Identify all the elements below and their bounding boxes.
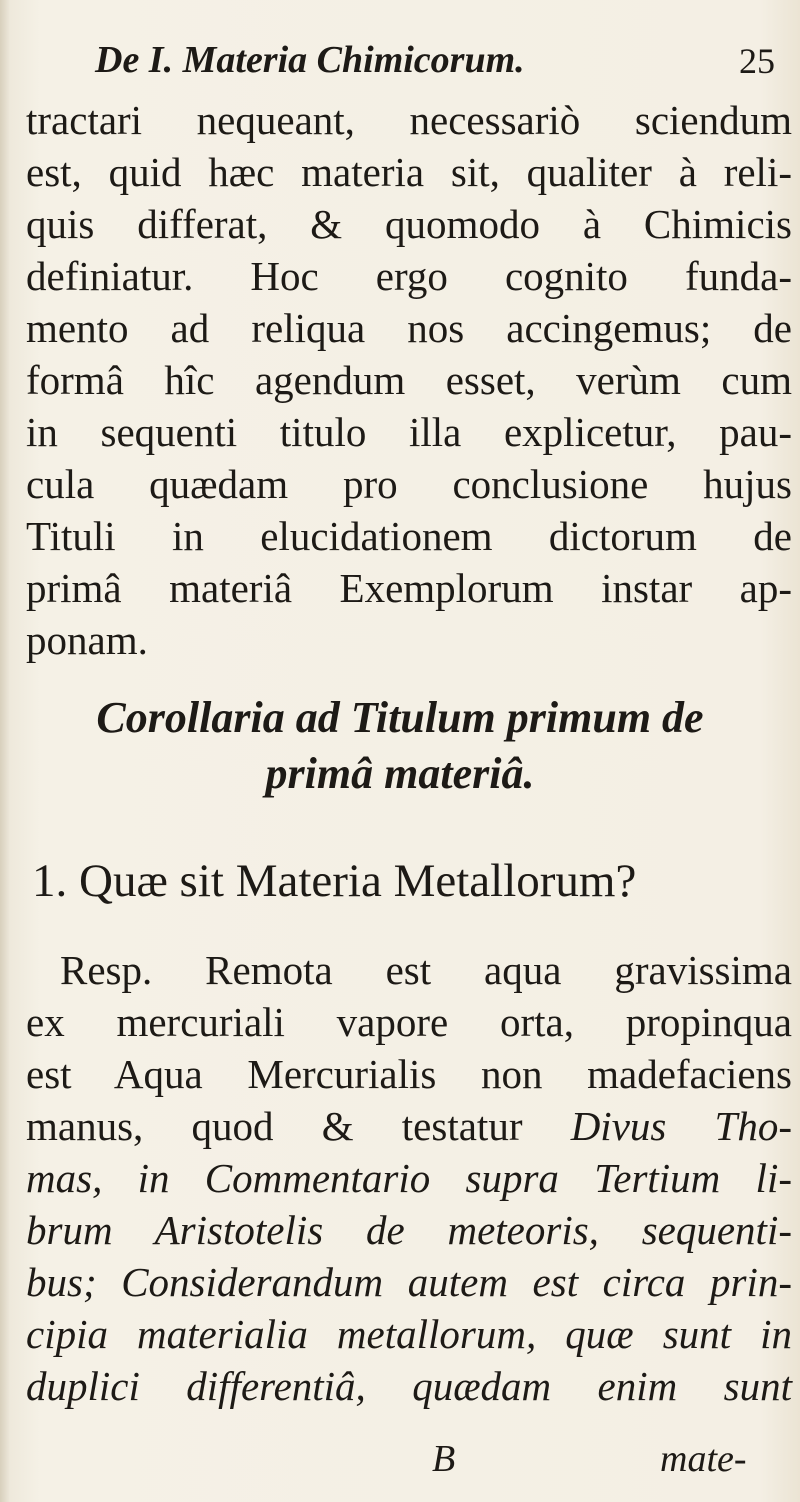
text-line — [26, 1100, 792, 1152]
page-number: 25 — [739, 41, 775, 81]
text-line: in sequenti titulo illa explicetur, pau- — [26, 409, 792, 455]
text-line: Resp. Remota est aqua gravissima — [60, 947, 792, 993]
text-line: ponam. — [26, 617, 148, 663]
text-line: duplici differentiâ, quædam enim sunt — [26, 1363, 792, 1409]
text-roman: manus, quod & testatur — [26, 1103, 523, 1149]
text-line: tractari nequeant, necessariò sciendum — [26, 97, 792, 143]
question-heading: 1. Quæ sit Materia Metallorum? — [32, 855, 637, 907]
running-title: De I. Materia Chimicorum. — [95, 39, 525, 81]
section-heading-line2: primâ materiâ. — [265, 749, 535, 798]
signature-mark: B — [432, 1438, 456, 1480]
text-line: brum Aristotelis de meteoris, sequenti- — [26, 1207, 792, 1253]
text-line: cula quædam pro conclusione hujus — [26, 461, 792, 507]
section-heading-line1: Corollaria ad Titulum primum de — [96, 693, 704, 742]
text-line: ex mercuriali vapore orta, propinqua — [26, 999, 792, 1045]
text-line: primâ materiâ Exemplorum instar ap- — [26, 565, 792, 611]
text-line: formâ hîc agendum esset, verùm cum — [26, 357, 792, 403]
text-line: mento ad reliqua nos accingemus; de — [26, 305, 792, 351]
running-header — [95, 38, 775, 86]
text-line: Tituli in elucidationem dictorum de — [26, 513, 792, 559]
text-line: cipia materialia metallorum, quæ sunt in — [26, 1311, 792, 1357]
text-line: definiatur. Hoc ergo cognito funda- — [26, 253, 792, 299]
catchword: mate- — [660, 1438, 747, 1480]
text-line: est, quid hæc materia sit, qualiter à reli- — [26, 149, 792, 195]
text-line: bus; Considerandum autem est circa prin- — [26, 1259, 792, 1305]
text-italic: Divus Tho- — [570, 1103, 792, 1149]
text-line: quis differat, & quomodo à Chimicis — [26, 201, 792, 247]
text-line: mas, in Commentario supra Tertium li- — [26, 1155, 792, 1201]
text-line: est Aqua Mercurialis non madefaciens — [26, 1051, 792, 1097]
